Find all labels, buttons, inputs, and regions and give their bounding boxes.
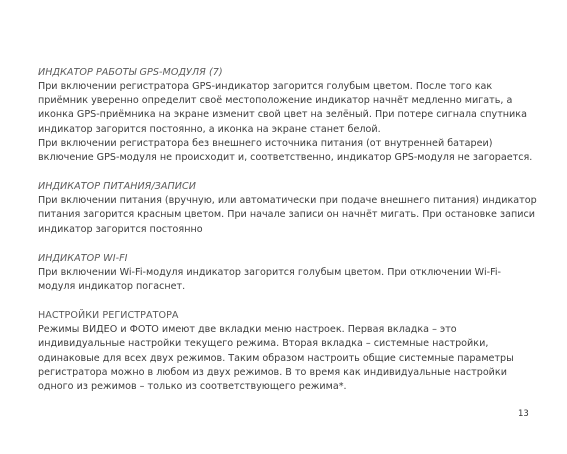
paragraph-wifi-indicator: При включении Wi-Fi-модуля индикатор загорится голубым цветом. При отключении Wi-Fi-модуля индикатор погаснет. bbox=[38, 266, 502, 293]
paragraph-power-record-indicator: При включении питания (вручную, или автоматически при подаче внешнего питания) индикатор питания загорится красным цветом. При начале записи он начнёт мигать. При остановке записи индикатор загорится постоянно bbox=[38, 195, 537, 235]
section-title-power-record-indicator: ИНДИКАТОР ПИТАНИЯ/ЗАПИСИ bbox=[38, 181, 196, 193]
paragraph-recorder-settings: Режимы ВИДЕО и ФОТО имеют две вкладки меню настроек. Первая вкладка – это индивидуальные настройки текущего режима. Вторая вкладка – системные настройки, одинаковые для всех двух режимов. Таким образом настроить общие системные параметры регистратора можно в любом из двух режимов. В то время как индивидуальные настройки одного из режимов – только из соответствующего режима*. bbox=[38, 324, 514, 393]
section-title-gps-indicator: ИНДКАТОР РАБОТЫ GPS-МОДУЛЯ (7) bbox=[38, 67, 223, 78]
section-recorder-settings bbox=[38, 309, 538, 394]
section-title-recorder-settings: НАСТРОЙКИ РЕГИСТРАТОРА bbox=[38, 310, 179, 322]
section-wifi-indicator bbox=[38, 252, 538, 294]
section-title-wifi-indicator: ИНДИКАТОР WI-FI bbox=[38, 252, 128, 264]
section-power-record-indicator bbox=[38, 180, 538, 237]
paragraph-gps-indicator-2: При включении регистратора без внешнего источника питания (от внутренней батареи) включение GPS-модуля не происходит и, соответственно, индикатор GPS-модуля не загорается. bbox=[38, 137, 533, 164]
page-number: 13 bbox=[518, 409, 529, 419]
paragraph-gps-indicator-1: При включении регистратора GPS-индикатор загорится голубым цветом. После того как приёмник уверенно определит своё местоположение индикатор начнёт медленно мигать, а иконка GPS-приёмника на экране изменит свой цвет на зелёный. При потере сигнала спутника индикатор загорится постоянно, а иконка на экране станет белой. bbox=[38, 81, 527, 135]
section-gps-indicator bbox=[38, 66, 538, 165]
manual-page-content bbox=[38, 66, 538, 409]
